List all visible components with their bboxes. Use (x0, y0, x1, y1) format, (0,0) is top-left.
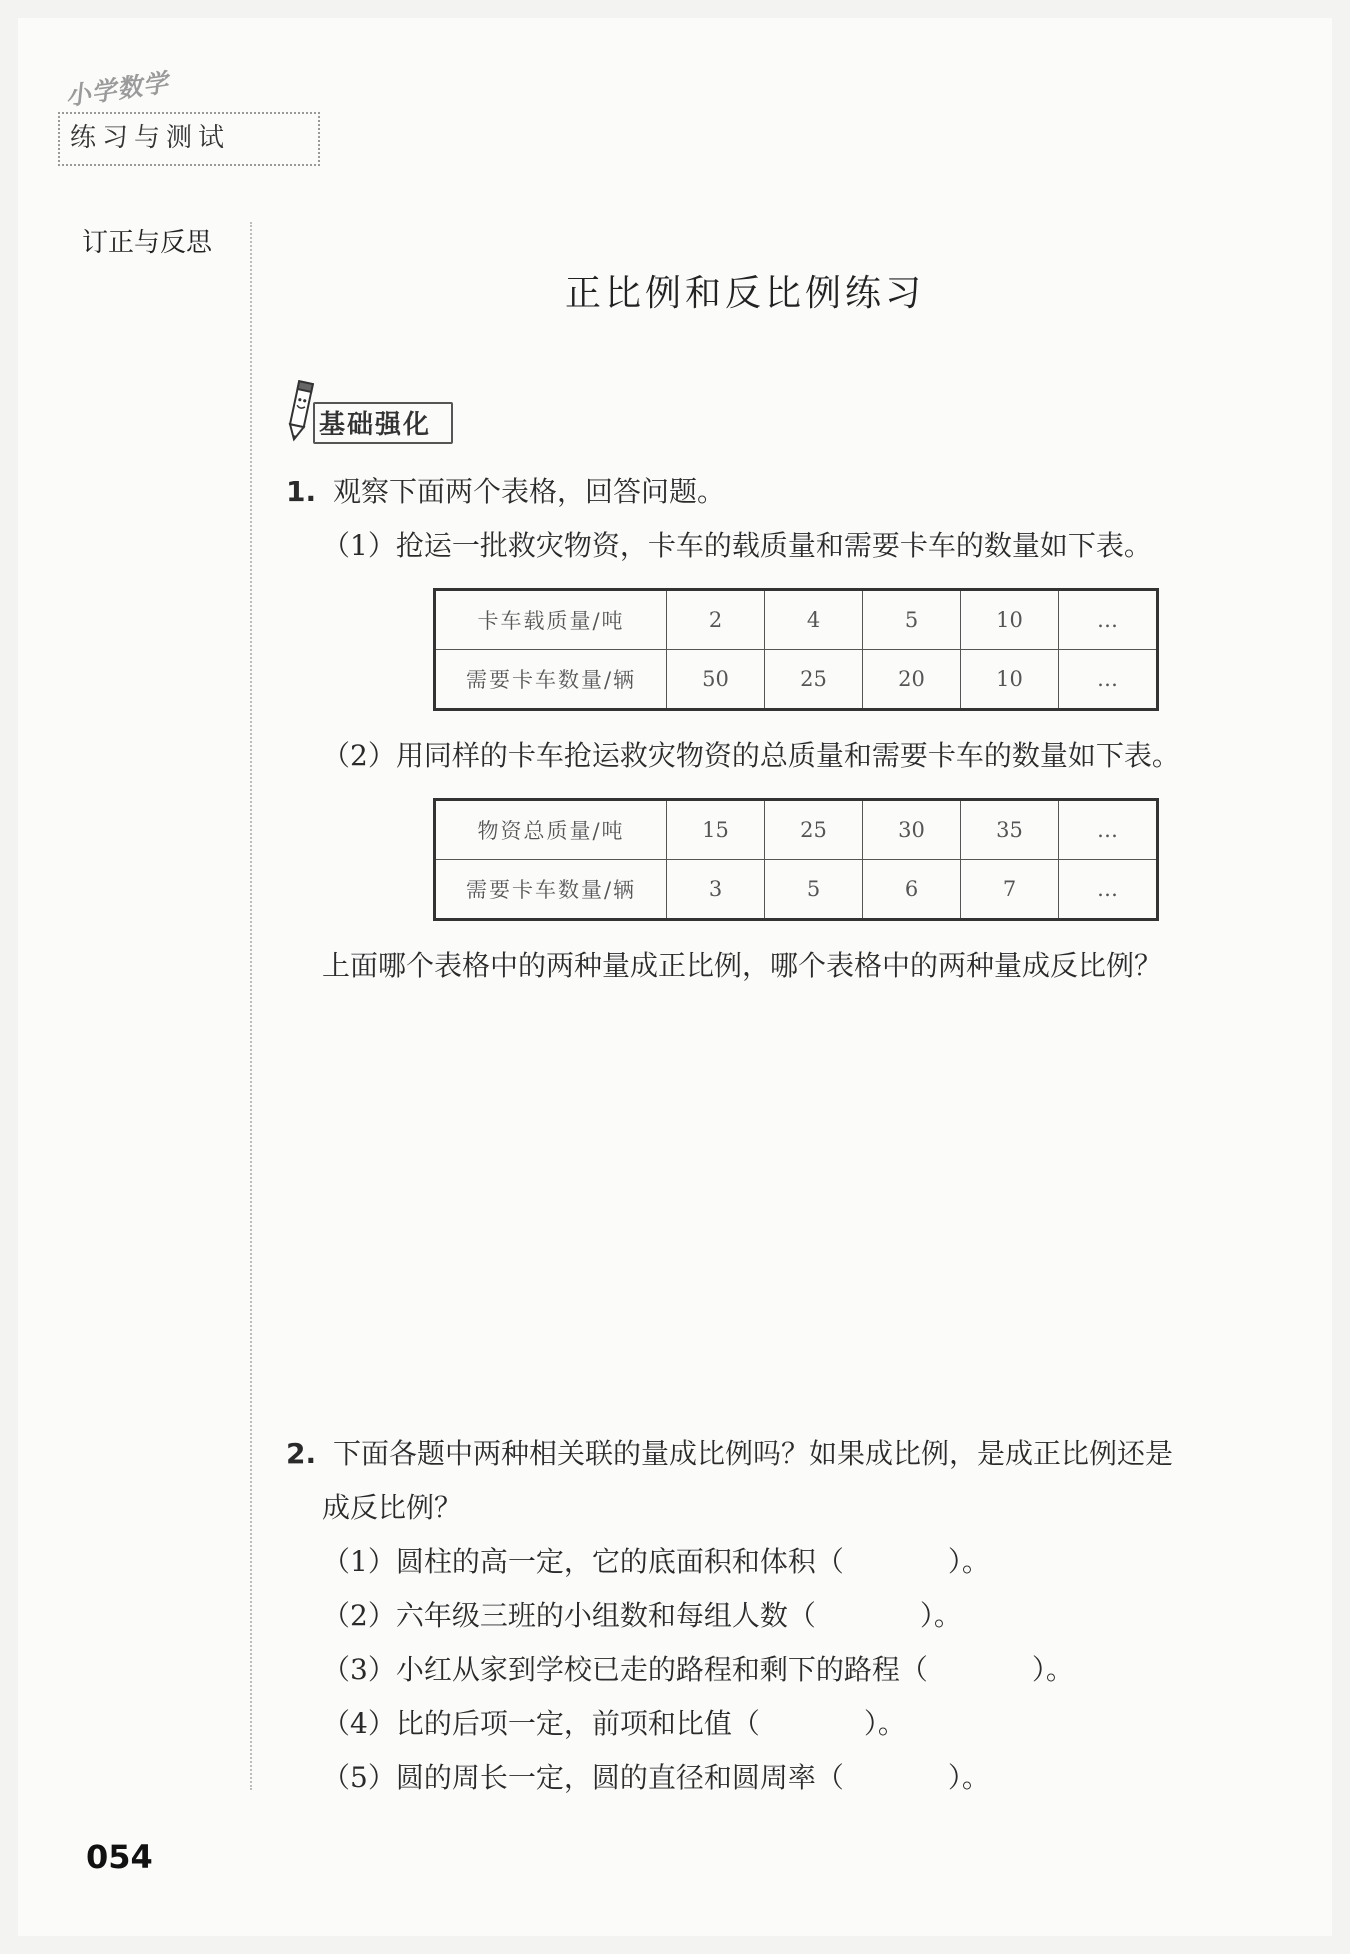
item-text: （1）圆柱的高一定，它的底面积和体积（ (322, 1545, 844, 1578)
question-1-text: 观察下面两个表格，回答问题。 (333, 475, 726, 508)
table-cell: 5 (863, 590, 961, 650)
table-cell: 3 (667, 860, 765, 920)
item-close: ）。 (947, 1761, 990, 1794)
question-2-text-cont: 成反比例？ (322, 1491, 463, 1524)
table-cell: 50 (667, 650, 765, 710)
table-row-header: 物资总质量/吨 (435, 800, 667, 860)
table-row-header: 需要卡车数量/辆 (435, 650, 667, 710)
table-2 (433, 798, 1159, 921)
table-row (435, 590, 1158, 650)
question-2-item (322, 1702, 906, 1742)
side-label: 订正与反思 (82, 228, 213, 258)
table-cell: 5 (765, 860, 863, 920)
table-cell: … (1059, 860, 1158, 920)
question-2-item (322, 1756, 990, 1796)
table-row-header: 需要卡车数量/辆 (435, 860, 667, 920)
question-1 (286, 470, 725, 510)
question-2-number: 2. (286, 1437, 317, 1470)
brand-top: 小学数学 (63, 67, 171, 112)
section-tag (283, 378, 453, 440)
item-text: （3）小红从家到学校已走的路程和剩下的路程（ (322, 1653, 928, 1686)
question-2 (286, 1432, 1173, 1472)
side-divider (250, 222, 252, 1790)
table-cell: 10 (961, 590, 1059, 650)
table-cell: 15 (667, 800, 765, 860)
table-1 (433, 588, 1159, 711)
table-cell: 25 (765, 800, 863, 860)
item-text: （2）六年级三班的小组数和每组人数（ (322, 1599, 816, 1632)
table-cell: 35 (961, 800, 1059, 860)
table-cell: 7 (961, 860, 1059, 920)
table-cell: 2 (667, 590, 765, 650)
question-1-prompt: 上面哪个表格中的两种量成正比例，哪个表格中的两种量成反比例？ (322, 949, 1163, 982)
table-row-header: 卡车载质量/吨 (435, 590, 667, 650)
table-row (435, 800, 1158, 860)
item-close: ）。 (919, 1599, 962, 1632)
table-cell: … (1059, 800, 1158, 860)
question-2-item (322, 1648, 1074, 1688)
question-2-text: 下面各题中两种相关联的量成比例吗？如果成比例，是成正比例还是 (333, 1437, 1174, 1470)
pencil-icon (283, 378, 317, 444)
item-text: （4）比的后项一定，前项和比值（ (322, 1707, 760, 1740)
table-row (435, 860, 1158, 920)
table-row (435, 650, 1158, 710)
item-close: ）。 (863, 1707, 906, 1740)
table-cell: … (1059, 650, 1158, 710)
question-2-item (322, 1594, 962, 1634)
item-close: ）。 (1031, 1653, 1074, 1686)
question-1-sub-2: （2）用同样的卡车抢运救灾物资的总质量和需要卡车的数量如下表。 (322, 739, 1180, 772)
brand-bottom: 练习与测试 (70, 123, 231, 153)
section-label: 基础强化 (319, 410, 432, 440)
table-cell: 4 (765, 590, 863, 650)
table-cell: 30 (863, 800, 961, 860)
table-cell: 6 (863, 860, 961, 920)
item-text: （5）圆的周长一定，圆的直径和圆周率（ (322, 1761, 844, 1794)
page-title: 正比例和反比例练习 (564, 273, 925, 314)
question-1-number: 1. (286, 475, 317, 508)
page-number: 054 (86, 1838, 153, 1876)
table-cell: 10 (961, 650, 1059, 710)
table-cell: 20 (863, 650, 961, 710)
item-close: ）。 (947, 1545, 990, 1578)
table-cell: 25 (765, 650, 863, 710)
question-2-item (322, 1540, 990, 1580)
table-cell: … (1059, 590, 1158, 650)
question-1-sub-1: （1）抢运一批救灾物资，卡车的载质量和需要卡车的数量如下表。 (322, 529, 1152, 562)
